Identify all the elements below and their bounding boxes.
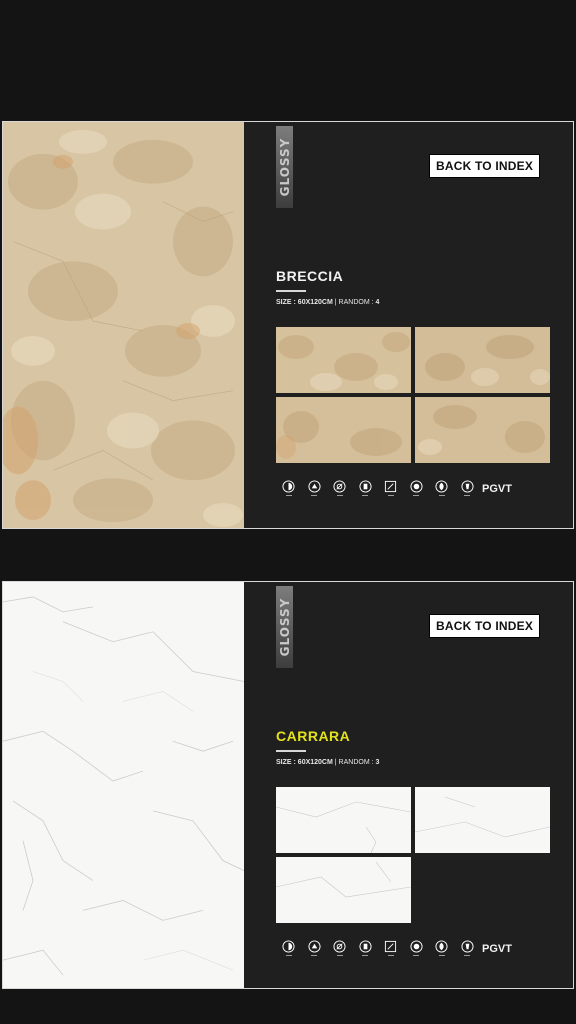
stain-resistance-icon (308, 940, 321, 953)
finish-label: GLOSSY (277, 137, 292, 197)
breccia-tile-image (3, 122, 244, 528)
carrara-tile-image (3, 582, 244, 988)
feature-item (302, 480, 328, 496)
tile-variation-thumbnail (415, 327, 550, 393)
product-info-panel (244, 122, 573, 528)
back-to-index-button[interactable]: BACK TO INDEX (429, 154, 540, 178)
tile-variation-thumbnail (276, 857, 411, 923)
product-name: CARRARA (276, 728, 351, 744)
slip-resistance-icon (410, 480, 423, 493)
maintenance-free-icon (461, 480, 474, 493)
product-card-breccia (2, 121, 574, 529)
feature-item (378, 940, 404, 956)
high-gloss-icon (282, 480, 295, 493)
feature-item (327, 480, 353, 496)
stain-resistance-circle-icon (333, 480, 346, 493)
tile-variation-thumbnail (415, 787, 550, 853)
feature-item (429, 940, 455, 956)
size-value: 60X120CM (297, 299, 333, 306)
random-value: 3 (375, 759, 380, 766)
size-value: 60X120CM (297, 759, 333, 766)
tile-variation-thumbnail (276, 327, 411, 393)
feature-item (455, 940, 481, 956)
name-underline (276, 750, 306, 752)
random-label: | RANDOM : (334, 759, 374, 766)
back-to-index-button[interactable]: BACK TO INDEX (429, 614, 540, 638)
feature-item (429, 480, 455, 496)
finish-badge (276, 586, 293, 668)
slip-resistance-icon (410, 940, 423, 953)
easy-to-clean-icon (359, 940, 372, 953)
body-type-label: PGVT (482, 943, 512, 955)
feature-item (404, 940, 430, 956)
size-label: SIZE : (276, 299, 296, 306)
eco-friendly-icon (435, 480, 448, 493)
tile-variation-thumbnail (276, 787, 411, 853)
maintenance-free-icon (461, 940, 474, 953)
feature-item (455, 480, 481, 496)
tile-variation-thumbnail (276, 397, 411, 463)
feature-item (404, 480, 430, 496)
feature-item (327, 940, 353, 956)
name-underline (276, 290, 306, 292)
random-label: | RANDOM : (334, 299, 374, 306)
tile-variation-thumbnail (415, 397, 550, 463)
random-value: 4 (375, 299, 380, 306)
easy-to-clean-icon (359, 480, 372, 493)
dimensional-stability-icon (384, 940, 397, 953)
finish-label: GLOSSY (277, 597, 292, 657)
body-type-label: PGVT (482, 483, 512, 495)
eco-friendly-icon (435, 940, 448, 953)
feature-icons-row (276, 940, 480, 956)
product-name: BRECCIA (276, 268, 344, 284)
feature-icons-row (276, 480, 480, 496)
product-info-panel (244, 582, 573, 988)
high-gloss-icon (282, 940, 295, 953)
feature-item (276, 940, 302, 956)
stain-resistance-icon (308, 480, 321, 493)
feature-item (276, 480, 302, 496)
product-card-carrara (2, 581, 574, 989)
feature-item (353, 940, 379, 956)
size-spec (276, 759, 379, 766)
size-spec (276, 299, 379, 306)
feature-item (353, 480, 379, 496)
feature-item (378, 480, 404, 496)
size-label: SIZE : (276, 759, 296, 766)
feature-item (302, 940, 328, 956)
stain-resistance-circle-icon (333, 940, 346, 953)
dimensional-stability-icon (384, 480, 397, 493)
finish-badge (276, 126, 293, 208)
